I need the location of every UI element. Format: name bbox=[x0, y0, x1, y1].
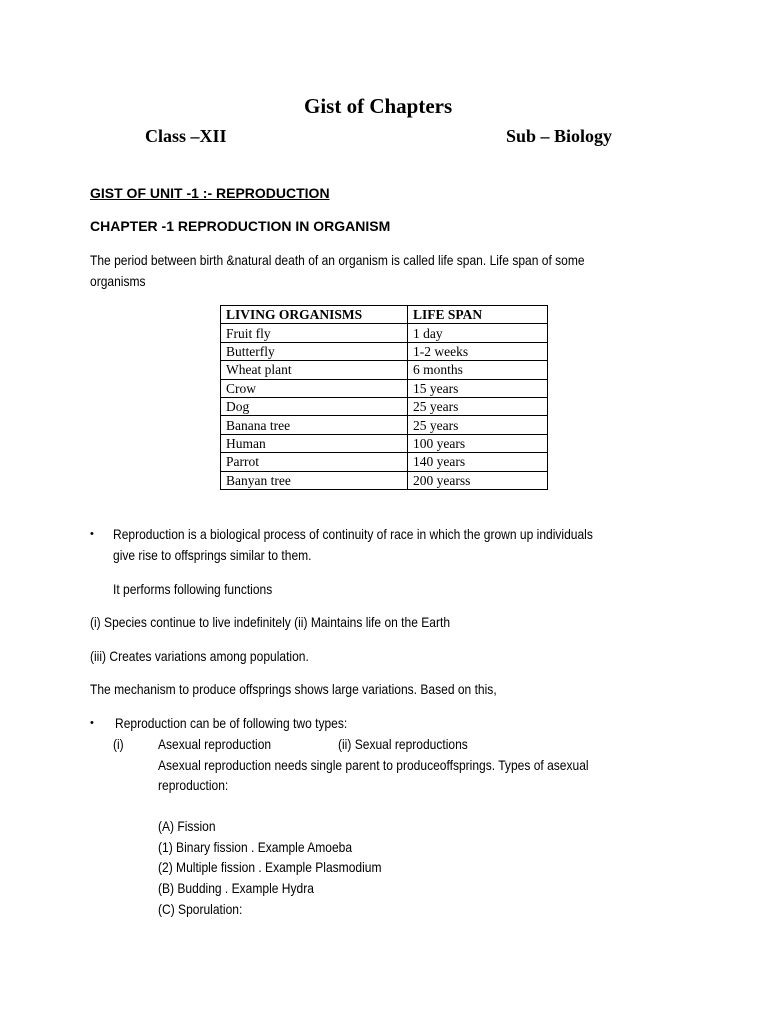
mechanism-text: The mechanism to produce offsprings shows large variations. Based on this, bbox=[90, 681, 497, 697]
table-row bbox=[221, 397, 548, 415]
bullet-icon: • bbox=[90, 528, 94, 540]
functions-intro: It performs following functions bbox=[113, 581, 273, 597]
list-item: (B) Budding . Example Hydra bbox=[158, 880, 314, 896]
types-intro: Reproduction can be of following two types: bbox=[115, 715, 348, 731]
functions-line-1: (i) Species continue to live indefinitely (ii) Maintains life on the Earth bbox=[90, 614, 451, 630]
organism-cell: Human bbox=[221, 434, 408, 452]
organism-cell: Crow bbox=[221, 379, 408, 397]
organism-cell: Parrot bbox=[221, 453, 408, 471]
column-header-organism: LIVING ORGANISMS bbox=[221, 306, 408, 324]
table-header-row bbox=[221, 306, 548, 324]
organism-cell: Fruit fly bbox=[221, 324, 408, 342]
life-span-cell: 1-2 weeks bbox=[408, 342, 548, 360]
organism-cell: Wheat plant bbox=[221, 361, 408, 379]
life-span-cell: 100 years bbox=[408, 434, 548, 452]
list-item: (1) Binary fission . Example Amoeba bbox=[158, 839, 353, 855]
table-row bbox=[221, 379, 548, 397]
chapter-heading: CHAPTER -1 REPRODUCTION IN ORGANISM bbox=[90, 218, 391, 234]
table-row bbox=[221, 471, 548, 489]
definition-line-2: give rise to offsprings similar to them. bbox=[113, 547, 312, 563]
type-i-number: (i) bbox=[113, 736, 124, 752]
table-row bbox=[221, 324, 548, 342]
list-item: (A) Fission bbox=[158, 818, 216, 834]
life-span-cell: 25 years bbox=[408, 397, 548, 415]
type-i-label: Asexual reproduction bbox=[158, 736, 272, 752]
table-row bbox=[221, 361, 548, 379]
organism-cell: Butterfly bbox=[221, 342, 408, 360]
organism-cell: Banyan tree bbox=[221, 471, 408, 489]
organism-cell: Dog bbox=[221, 397, 408, 415]
definition-line-1: Reproduction is a biological process of continuity of race in which the grown up individuals bbox=[113, 526, 593, 542]
life-span-cell: 200 yearss bbox=[408, 471, 548, 489]
list-item: (C) Sporulation: bbox=[158, 901, 243, 917]
table-row bbox=[221, 453, 548, 471]
table-row bbox=[221, 434, 548, 452]
subject-label: Sub – Biology bbox=[506, 126, 613, 146]
life-span-cell: 1 day bbox=[408, 324, 548, 342]
life-span-cell: 6 months bbox=[408, 361, 548, 379]
life-span-table bbox=[220, 305, 548, 490]
asexual-line-1: Asexual reproduction needs single parent to produceoffsprings. Types of asexual bbox=[158, 757, 589, 773]
life-span-cell: 25 years bbox=[408, 416, 548, 434]
functions-line-2: (iii) Creates variations among population. bbox=[90, 648, 309, 664]
asexual-line-2: reproduction: bbox=[158, 777, 229, 793]
page-title: Gist of Chapters bbox=[304, 94, 453, 118]
organism-cell: Banana tree bbox=[221, 416, 408, 434]
intro-line-2: organisms bbox=[90, 273, 146, 289]
intro-line-1: The period between birth &natural death of an organism is called life span. Life span of some bbox=[90, 252, 585, 268]
table-row bbox=[221, 416, 548, 434]
type-ii-label: (ii) Sexual reproductions bbox=[338, 736, 468, 752]
table-row bbox=[221, 342, 548, 360]
unit-heading: GIST OF UNIT -1 :- REPRODUCTION bbox=[90, 185, 330, 201]
life-span-cell: 140 years bbox=[408, 453, 548, 471]
life-span-cell: 15 years bbox=[408, 379, 548, 397]
class-label: Class –XII bbox=[145, 126, 227, 146]
bullet-icon: • bbox=[90, 717, 94, 729]
column-header-life-span: LIFE SPAN bbox=[408, 306, 548, 324]
list-item: (2) Multiple fission . Example Plasmodium bbox=[158, 859, 382, 875]
